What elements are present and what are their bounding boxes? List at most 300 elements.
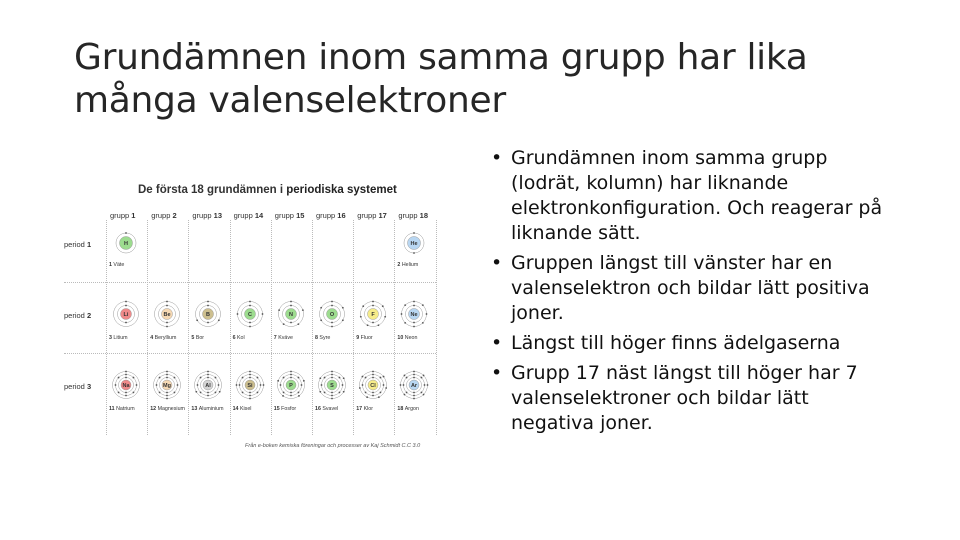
electron-dot <box>324 392 326 394</box>
element-symbol: Al <box>205 383 212 389</box>
electron-dot <box>413 395 415 397</box>
element-number: 13 <box>191 406 199 412</box>
element-number: 2 <box>397 262 402 268</box>
electron-dot <box>319 391 321 393</box>
electron-dot <box>136 384 138 386</box>
electron-dot <box>125 392 127 394</box>
atom-diagram-icon <box>358 299 388 329</box>
electron-dot <box>282 392 284 394</box>
element-cell-cl <box>353 366 393 430</box>
electron-dot <box>262 384 264 386</box>
electron-dot <box>342 384 344 386</box>
group-header-number: 1 <box>131 211 136 220</box>
element-cell-c <box>230 295 270 359</box>
atom-diagram-icon <box>399 370 429 400</box>
electron-dot <box>166 371 168 373</box>
element-name: Fluor <box>360 335 373 341</box>
atom-diagram-icon <box>317 299 347 329</box>
element-label <box>191 335 204 341</box>
electron-dot <box>413 371 415 373</box>
electron-dot <box>413 301 415 303</box>
electron-dot <box>235 384 237 386</box>
element-number: 9 <box>356 335 361 341</box>
element-label <box>397 406 419 412</box>
element-number: 8 <box>315 335 320 341</box>
element-label <box>356 406 373 412</box>
element-name: Syre <box>319 335 331 341</box>
electron-dot <box>372 392 374 394</box>
element-number: 10 <box>397 335 405 341</box>
group-header <box>110 211 135 220</box>
group-header-number: 2 <box>172 211 177 220</box>
electron-dot <box>331 395 333 397</box>
electron-dot <box>290 374 292 376</box>
electron-dot <box>256 392 258 394</box>
electron-dot <box>166 398 168 400</box>
electron-dot <box>215 392 217 394</box>
element-label <box>191 406 223 412</box>
electron-dot <box>249 301 251 303</box>
electron-dot <box>197 384 199 386</box>
electron-dot <box>331 374 333 376</box>
electron-dot <box>423 375 425 377</box>
electron-dot <box>261 313 263 315</box>
group-header-word: grupp <box>357 211 379 220</box>
group-header <box>316 211 346 220</box>
electron-dot <box>166 392 168 394</box>
element-number: 16 <box>315 406 323 412</box>
electron-dot <box>331 322 333 324</box>
group-header-number: 14 <box>254 211 264 220</box>
atom-diagram-icon <box>358 370 388 400</box>
electron-dot <box>385 387 387 389</box>
electron-dot <box>290 305 292 307</box>
electron-dot <box>363 305 365 307</box>
electron-dot <box>174 392 176 394</box>
element-number: 11 <box>109 406 117 412</box>
electron-dot <box>362 376 364 378</box>
electron-dot <box>365 377 367 379</box>
electron-dot <box>166 322 168 324</box>
element-label <box>233 335 245 341</box>
atom-diagram-icon <box>276 370 306 400</box>
slide-title-line2: många valenselektroner <box>74 80 506 121</box>
element-name: Aluminium <box>198 406 224 412</box>
group-header-number: 16 <box>337 211 346 220</box>
electron-dot <box>405 322 407 324</box>
atom-diagram-icon <box>111 370 141 400</box>
group-header-number: 18 <box>419 211 429 220</box>
element-label <box>397 262 418 268</box>
electron-dot <box>156 384 158 386</box>
electron-dot <box>256 377 258 379</box>
element-cell-be <box>147 295 187 359</box>
group-header <box>192 211 222 220</box>
electron-dot <box>177 384 179 386</box>
electron-dot <box>249 398 251 400</box>
element-symbol: Cl <box>370 383 376 389</box>
element-number: 4 <box>150 335 155 341</box>
atom-diagram-icon <box>399 228 429 258</box>
element-label <box>109 262 124 268</box>
electron-dot <box>283 323 285 325</box>
group-header <box>357 211 387 220</box>
electron-dot <box>406 392 408 394</box>
electron-dot <box>339 392 341 394</box>
electron-dot <box>259 384 261 386</box>
electron-dot <box>321 384 323 386</box>
electron-dot <box>115 384 117 386</box>
element-name: Neon <box>404 335 418 341</box>
atom-diagram-icon <box>235 370 265 400</box>
electron-dot <box>200 392 202 394</box>
electron-dot <box>249 326 251 328</box>
element-label <box>109 335 128 341</box>
period-label <box>64 240 91 249</box>
electron-dot <box>421 377 423 379</box>
element-label <box>274 406 296 412</box>
element-symbol: Mg <box>163 383 172 389</box>
element-cell-si <box>230 366 270 430</box>
electron-dot <box>404 375 406 377</box>
electron-dot <box>378 396 380 398</box>
electron-dot <box>297 323 299 325</box>
electron-dot <box>382 305 384 307</box>
electron-dot <box>366 396 368 398</box>
group-header-number: 15 <box>296 211 305 220</box>
electron-dot <box>159 377 161 379</box>
group-header-word: grupp <box>192 211 214 220</box>
element-symbol: F <box>371 312 375 318</box>
element-name: Kväve <box>278 335 293 341</box>
element-name: Beryllium <box>154 335 177 341</box>
period-label <box>64 382 91 391</box>
electron-dot <box>405 304 407 306</box>
period-label-number: 3 <box>86 382 92 391</box>
electron-dot <box>383 384 385 386</box>
electron-dot <box>219 391 221 393</box>
element-label <box>397 335 417 341</box>
figure-title-prefix: De första 18 grundämnen i <box>138 184 284 196</box>
electron-dot <box>423 394 425 396</box>
electron-dot <box>331 371 333 373</box>
electron-dot <box>383 376 385 378</box>
group-header <box>151 211 176 220</box>
electron-dot <box>404 394 406 396</box>
electron-dot <box>362 384 364 386</box>
electron-dot <box>249 305 251 307</box>
electron-dot <box>290 377 292 379</box>
electron-dot <box>378 324 380 326</box>
electron-dot <box>118 392 120 394</box>
atom-diagram-icon <box>111 228 141 258</box>
electron-dot <box>339 377 341 379</box>
element-number: 6 <box>232 335 238 341</box>
electron-dot <box>166 301 168 303</box>
electron-dot <box>331 398 333 400</box>
electron-dot <box>320 307 322 309</box>
electron-dot <box>303 380 305 382</box>
element-cell-h <box>106 224 146 288</box>
bullet-text: Grupp 17 näst längst till höger har 7 valenselektroner och bildar lätt negativa joner. <box>511 362 858 434</box>
electron-dot <box>207 395 209 397</box>
element-name: Magnesium <box>157 406 185 412</box>
electron-dot <box>426 313 428 315</box>
element-symbol: Ne <box>410 312 418 318</box>
electron-dot <box>125 377 127 379</box>
period-label-number: 1 <box>86 240 92 249</box>
electron-dot <box>249 377 251 379</box>
element-name: Argon <box>404 406 419 412</box>
group-header-word: grupp <box>274 211 297 220</box>
electron-dot <box>413 377 415 379</box>
element-name: Natrium <box>116 406 135 412</box>
element-cell-al <box>188 366 228 430</box>
electron-dot <box>241 377 243 379</box>
electron-dot <box>360 316 362 318</box>
electron-dot <box>372 371 374 373</box>
electron-dot <box>343 391 345 393</box>
electron-dot <box>403 384 405 386</box>
electron-dot <box>413 322 415 324</box>
element-symbol: O <box>329 312 335 318</box>
electron-dot <box>277 380 279 382</box>
group-header <box>275 211 305 220</box>
period-label-word: period <box>64 311 87 320</box>
atom-diagram-icon <box>152 370 182 400</box>
electron-dot <box>125 322 127 324</box>
electron-dot <box>342 307 344 309</box>
group-header <box>234 211 264 220</box>
element-name: Fosfor <box>281 406 297 412</box>
electron-dot <box>166 377 168 379</box>
bullet-text: Längst till höger finns ädelgaserna <box>511 332 841 354</box>
element-label <box>150 335 176 341</box>
atom-diagram-icon <box>276 299 306 329</box>
element-cell-li <box>106 295 146 359</box>
element-symbol: Si <box>246 383 253 389</box>
electron-dot <box>125 374 127 376</box>
electron-dot <box>166 374 168 376</box>
group-header-word: grupp <box>316 211 338 220</box>
electron-dot <box>196 391 198 393</box>
element-name: Svavel <box>322 406 339 412</box>
element-cell-ne <box>394 295 434 359</box>
electron-dot <box>125 305 127 307</box>
electron-dot <box>413 398 415 400</box>
period-label-word: period <box>64 382 87 391</box>
atom-diagram-icon <box>317 370 347 400</box>
element-number: 12 <box>150 406 158 412</box>
element-name: Kisel <box>239 406 252 412</box>
element-number: 5 <box>191 335 196 341</box>
electron-dot <box>413 392 415 394</box>
element-symbol: H <box>124 241 128 247</box>
electron-dot <box>249 374 251 376</box>
element-label <box>315 406 338 412</box>
electron-dot <box>125 395 127 397</box>
element-number: 15 <box>273 406 282 412</box>
figure-title <box>138 184 397 196</box>
element-symbol: N <box>288 312 293 318</box>
electron-dot <box>125 301 127 303</box>
element-symbol: He <box>410 241 418 247</box>
electron-dot <box>207 322 209 324</box>
bullet-text: Gruppen längst till vänster har en valenselektron och bildar lätt positiva joner. <box>511 252 870 324</box>
grid-vline <box>436 220 437 435</box>
slide-title-line1: Grundämnen inom samma grupp har lika <box>74 37 808 78</box>
electron-dot <box>207 305 209 307</box>
electron-dot <box>218 319 220 321</box>
electron-dot <box>290 392 292 394</box>
electron-dot <box>331 301 333 303</box>
group-header <box>398 211 428 220</box>
electron-dot <box>238 384 240 386</box>
element-symbol: Ar <box>411 383 418 389</box>
element-number: 3 <box>109 335 114 341</box>
electron-dot <box>282 377 284 379</box>
element-number: 18 <box>397 406 405 412</box>
electron-dot <box>249 371 251 373</box>
electron-dot <box>297 392 299 394</box>
periodic-table-figure <box>60 180 440 455</box>
element-cell-b <box>188 295 228 359</box>
electron-dot <box>166 326 168 328</box>
electron-dot <box>249 392 251 394</box>
bullet-item <box>488 361 888 436</box>
electron-dot <box>197 319 199 321</box>
element-number: 7 <box>273 335 279 341</box>
slide-title <box>74 36 894 122</box>
electron-dot <box>367 324 369 326</box>
electron-dot <box>380 392 382 394</box>
element-symbol: Be <box>163 312 171 318</box>
bullet-item <box>488 251 888 326</box>
electron-dot <box>159 392 161 394</box>
bullet-dot: • <box>491 332 503 354</box>
element-cell-na <box>106 366 146 430</box>
electron-dot <box>302 309 304 311</box>
electron-dot <box>200 377 202 379</box>
atom-diagram-icon <box>193 370 223 400</box>
electron-dot <box>133 392 135 394</box>
figure-credit: Från e-boken kemiska föreningar och processer av Kaj Schmidt C.C 3.0 <box>245 443 421 449</box>
element-number: 14 <box>232 406 240 412</box>
group-header-number: 17 <box>378 211 387 220</box>
electron-dot <box>207 374 209 376</box>
bullet-item <box>488 331 888 356</box>
element-cell-he <box>394 224 434 288</box>
atom-diagram-icon <box>399 299 429 329</box>
element-label <box>356 335 373 341</box>
bullet-dot: • <box>491 362 503 384</box>
bullet-text: Grundämnen inom samma grupp (lodrät, kolumn) har liknande elektronkonfiguration. Och reagerar på liknande sätt. <box>511 147 883 244</box>
group-header-word: grupp <box>233 211 255 220</box>
element-cell-ar <box>394 366 434 430</box>
bullet-dot: • <box>491 252 503 274</box>
element-name: Väte <box>113 262 125 268</box>
electron-dot <box>297 377 299 379</box>
electron-dot <box>365 392 367 394</box>
element-cell-mg <box>147 366 187 430</box>
electron-dot <box>118 377 120 379</box>
element-cell-s <box>312 366 352 430</box>
electron-dot <box>331 392 333 394</box>
electron-dot <box>324 377 326 379</box>
electron-dot <box>166 395 168 397</box>
electron-dot <box>320 319 322 321</box>
electron-dot <box>342 319 344 321</box>
element-cell-p <box>271 366 311 430</box>
element-name: Litium <box>113 335 128 341</box>
figure-title-highlight: periodiska systemet <box>286 184 397 196</box>
group-header-word: grupp <box>110 211 132 220</box>
atom-diagram-icon <box>193 299 223 329</box>
electron-dot <box>413 252 415 254</box>
electron-dot <box>207 392 209 394</box>
element-symbol: P <box>288 383 293 389</box>
element-label <box>150 406 185 412</box>
electron-dot <box>207 301 209 303</box>
electron-dot <box>413 305 415 307</box>
element-symbol: S <box>330 383 334 389</box>
electron-dot <box>300 384 302 386</box>
electron-dot <box>207 371 209 373</box>
atom-diagram-icon <box>152 299 182 329</box>
element-label <box>233 406 252 412</box>
electron-dot <box>241 392 243 394</box>
electron-dot <box>331 326 333 328</box>
element-cell-o <box>312 295 352 359</box>
electron-dot <box>319 377 321 379</box>
electron-dot <box>343 377 345 379</box>
electron-dot <box>249 395 251 397</box>
bullet-dot: • <box>491 147 503 169</box>
element-cell-n <box>271 295 311 359</box>
element-name: Bor <box>195 335 205 341</box>
electron-dot <box>422 322 424 324</box>
electron-dot <box>372 322 374 324</box>
electron-dot <box>422 304 424 306</box>
element-number: 1 <box>109 262 114 268</box>
electron-dot <box>413 326 415 328</box>
group-header-number: 13 <box>213 211 223 220</box>
electron-dot <box>215 377 217 379</box>
electron-dot <box>290 371 292 373</box>
element-label <box>315 335 330 341</box>
element-name: Klor <box>363 406 373 412</box>
electron-dot <box>133 377 135 379</box>
atom-diagram-icon <box>235 299 265 329</box>
electron-dot <box>278 309 280 311</box>
bullet-item <box>488 146 888 246</box>
element-symbol: C <box>247 312 252 318</box>
electron-dot <box>401 313 403 315</box>
electron-dot <box>413 232 415 234</box>
element-symbol: B <box>206 312 211 318</box>
electron-dot <box>380 377 382 379</box>
electron-dot <box>359 387 361 389</box>
bullet-list <box>488 146 888 441</box>
electron-dot <box>282 395 284 397</box>
group-header-word: grupp <box>398 211 420 220</box>
electron-dot <box>413 374 415 376</box>
electron-dot <box>290 301 292 303</box>
electron-dot <box>207 377 209 379</box>
period-label <box>64 311 91 320</box>
element-name: Helium <box>401 262 419 268</box>
element-number: 17 <box>356 406 364 412</box>
